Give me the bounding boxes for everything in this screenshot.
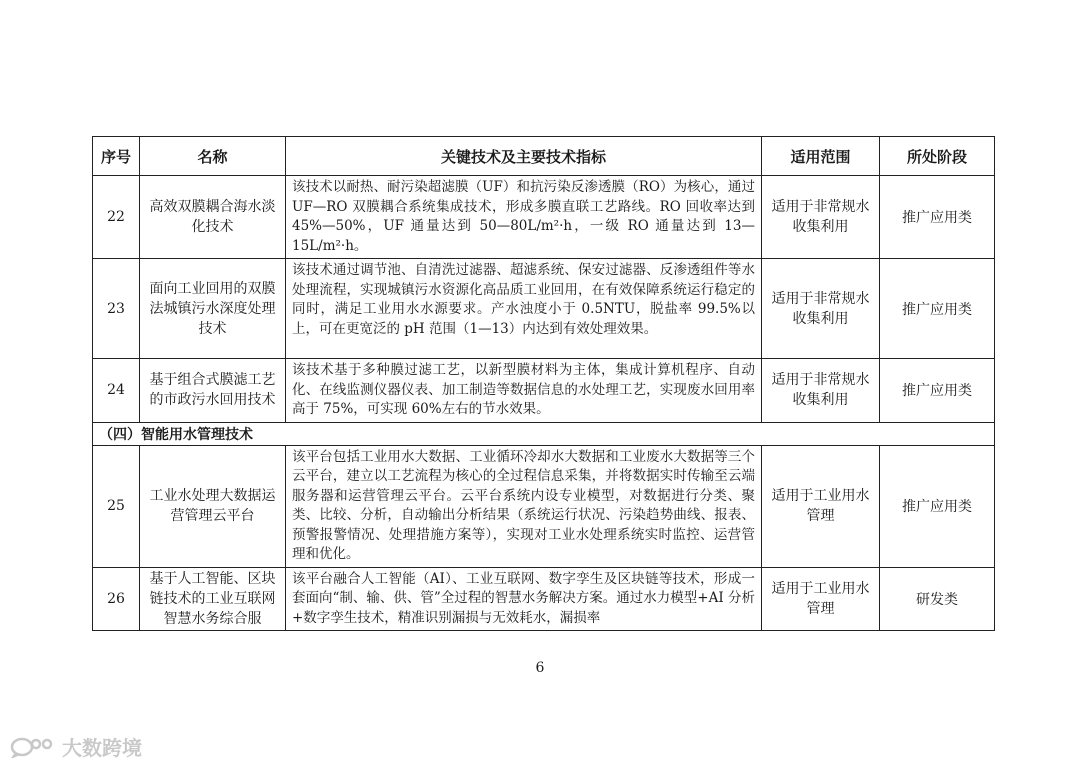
row-name: 高效双膜耦合海水淡化技术 [140, 176, 286, 259]
row-name: 工业水处理大数据运营管理云平台 [140, 445, 286, 567]
row-name: 基于人工智能、区块链技术的工业互联网智慧水务综合服 [140, 567, 286, 631]
table-row [93, 176, 995, 259]
watermark [10, 732, 142, 761]
row-stage: 推广应用类 [880, 176, 995, 259]
section-row [93, 422, 995, 445]
row-number: 24 [93, 359, 140, 423]
row-stage: 推广应用类 [880, 259, 995, 359]
row-scope: 适用于工业用水管理 [762, 567, 880, 631]
watermark-text: 大数跨境 [62, 736, 142, 760]
table-row [93, 567, 995, 631]
table-header-row [93, 137, 995, 176]
row-description: 该平台融合人工智能（AI）、工业互联网、数字孪生及区块链等技术，形成一套面向“制、输、供、管”全过程的智慧水务解决方案。通过水力模型+AI 分析+数字孪生技术，精准识别漏损与无效耗水，漏损率 [286, 567, 762, 631]
row-stage: 推广应用类 [880, 359, 995, 423]
row-number: 23 [93, 259, 140, 359]
row-scope: 适用于工业用水管理 [762, 445, 880, 567]
row-name: 基于组合式膜滤工艺的市政污水回用技术 [140, 359, 286, 423]
row-description: 该技术以耐热、耐污染超滤膜（UF）和抗污染反渗透膜（RO）为核心，通过 UF—RO 双膜耦合系统集成技术，形成多膜直联工艺路线。RO 回收率达到 45%—50%，UF 通量达到 50—80L/m²·h，一级 RO 通量达到 13—15L/m²·h。 [286, 176, 762, 259]
row-scope: 适用于非常规水收集利用 [762, 176, 880, 259]
row-scope: 适用于非常规水收集利用 [762, 359, 880, 423]
row-stage: 推广应用类 [880, 445, 995, 567]
row-number: 26 [93, 567, 140, 631]
row-description: 该技术基于多种膜过滤工艺，以新型膜材料为主体，集成计算机程序、自动化、在线监测仪器仪表、加工制造等数据信息的水处理工艺，实现废水回用率高于 75%，可实现 60%左右的节水效果。 [286, 359, 762, 423]
table-row [93, 445, 995, 567]
header-scope: 适用范围 [762, 137, 880, 176]
row-description: 该技术通过调节池、自清洗过滤器、超滤系统、保安过滤器、反渗透组件等水处理流程，实现城镇污水资源化高品质工业回用，在有效保障系统运行稳定的同时，满足工业用水水源要求。产水浊度小于 0.5NTU，脱盐率 99.5%以上，可在更宽泛的 pH 范围（1—13）内达到有效处理效果。 [286, 259, 762, 359]
row-number: 25 [93, 445, 140, 567]
row-description: 该平台包括工业用水大数据、工业循环冷却水大数据和工业废水大数据等三个云平台，建立以工艺流程为核心的全过程信息采集，并将数据实时传输至云端服务器和运营管理云平台。云平台系统内设专业模型，对数据进行分类、聚类、比较、分析，自动输出分析结果（系统运行状况、污染趋势曲线、报表、预警报警情况、处理措施方案等），实现对工业水处理系统实时监控、运营管理和优化。 [286, 445, 762, 567]
header-name: 名称 [140, 137, 286, 176]
section-heading: （四）智能用水管理技术 [93, 422, 995, 445]
page-number: 6 [535, 660, 545, 676]
row-number: 22 [93, 176, 140, 259]
chat-bubble-logo-icon [10, 736, 56, 758]
row-name: 面向工业回用的双膜法城镇污水深度处理技术 [140, 259, 286, 359]
header-stage: 所处阶段 [880, 137, 995, 176]
technology-table [92, 136, 995, 631]
row-scope: 适用于非常规水收集利用 [762, 259, 880, 359]
header-key-tech: 关键技术及主要技术指标 [286, 137, 762, 176]
row-stage: 研发类 [880, 567, 995, 631]
table-row [93, 259, 995, 359]
header-number: 序号 [93, 137, 140, 176]
table-row [93, 359, 995, 423]
